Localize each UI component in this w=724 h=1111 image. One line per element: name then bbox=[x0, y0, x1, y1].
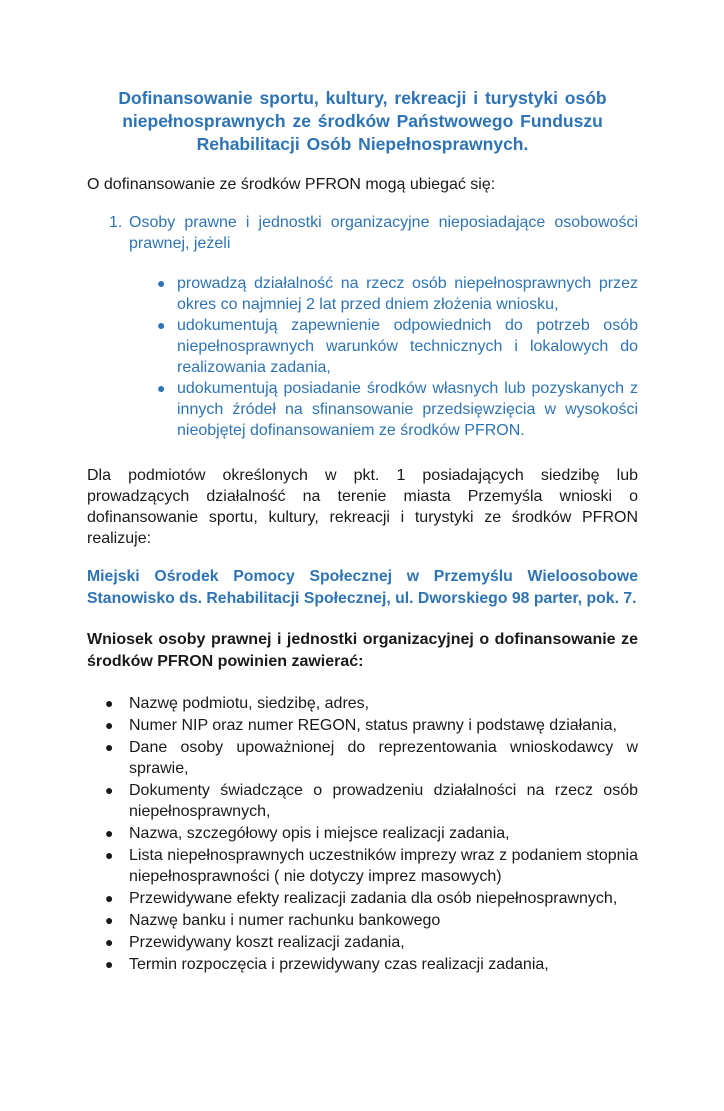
bullet-icon: ● bbox=[157, 317, 166, 333]
bullet-icon: ● bbox=[105, 847, 114, 863]
list-item-text: Przewidywane efekty realizacji zadania dla osób niepełnosprawnych, bbox=[129, 890, 618, 907]
bullet-icon: ● bbox=[105, 956, 114, 972]
list-item-text: Nazwę podmiotu, siedzibę, adres, bbox=[129, 695, 370, 712]
bullet-icon: ● bbox=[157, 380, 166, 396]
list-item bbox=[105, 932, 638, 953]
bullet-icon: ● bbox=[105, 782, 114, 798]
bullet-icon: ● bbox=[105, 695, 114, 711]
office-address: Miejski Ośrodek Pomocy Społecznej w Przemyślu Wieloosobowe Stanowisko ds. Rehabilitacji Społecznej, ul. Dworskiego 98 parter, pok. 7. bbox=[87, 568, 638, 607]
list-item bbox=[157, 378, 638, 441]
list-item bbox=[105, 910, 638, 931]
list-item-text: prowadzą działalność na rzecz osób niepełnosprawnych przez okres co najmniej 2 lat przed dniem złożenia wniosku, bbox=[177, 275, 638, 313]
requirements-heading: Wniosek osoby prawnej i jednostki organizacyjnej o dofinansowanie ze środków PFRON powinien zawierać: bbox=[87, 631, 638, 670]
list-item bbox=[157, 273, 638, 315]
item-number: 1. bbox=[109, 214, 123, 231]
list-item-text: Nazwa, szczegółowy opis i miejsce realizacji zadania, bbox=[129, 825, 510, 842]
conditions-list bbox=[157, 273, 638, 441]
requirements-list bbox=[105, 693, 638, 975]
list-item-text: udokumentują zapewnienie odpowiednich do potrzeb osób niepełnosprawnych warunków technicznych i lokalowych do realizowania zadania, bbox=[177, 317, 638, 376]
list-item bbox=[105, 845, 638, 887]
list-item-text: Termin rozpoczęcia i przewidywany czas realizacji zadania, bbox=[129, 956, 549, 973]
title-line-2: niepełnosprawnych ze środków Państwowego Funduszu bbox=[122, 111, 603, 131]
list-item-text: Nazwę banku i numer rachunku bankowego bbox=[129, 912, 441, 929]
numbered-item-text: Osoby prawne i jednostki organizacyjne nieposiadające osobowości prawnej, jeżeli bbox=[129, 214, 638, 252]
list-item-text: Dokumenty świadczące o prowadzeniu działalności na rzecz osób niepełnosprawnych, bbox=[129, 782, 638, 820]
list-item bbox=[105, 888, 638, 909]
list-item bbox=[105, 737, 638, 779]
bullet-icon: ● bbox=[105, 934, 114, 950]
document-page bbox=[0, 87, 724, 1111]
bullet-icon: ● bbox=[105, 739, 114, 755]
list-item bbox=[105, 823, 638, 844]
title-line-1: Dofinansowanie sportu, kultury, rekreacji i turystyki osób bbox=[118, 88, 607, 108]
document-title bbox=[87, 87, 638, 156]
list-item bbox=[105, 780, 638, 822]
list-item-text: udokumentują posiadanie środków własnych lub pozyskanych z innych źródeł na sfinansowanie przedsięwzięcia w wysokości nieobjętej dofinansowaniem ze środków PFRON. bbox=[177, 380, 638, 439]
list-item bbox=[105, 715, 638, 736]
list-item-text: Przewidywany koszt realizacji zadania, bbox=[129, 934, 405, 951]
bullet-icon: ● bbox=[157, 275, 166, 291]
bullet-icon: ● bbox=[105, 890, 114, 906]
list-item-text: Lista niepełnosprawnych uczestników imprezy wraz z podaniem stopnia niepełnosprawności ( nie dotyczy imprez masowych) bbox=[129, 847, 638, 885]
bullet-icon: ● bbox=[105, 825, 114, 841]
bullet-icon: ● bbox=[105, 912, 114, 928]
bullet-icon: ● bbox=[105, 717, 114, 733]
title-line-3: Rehabilitacji Osób Niepełnosprawnych. bbox=[196, 134, 529, 154]
list-item bbox=[105, 693, 638, 714]
eligibility-paragraph: Dla podmiotów określonych w pkt. 1 posiadających siedzibę lub prowadzących działalność na terenie miasta Przemyśla wnioski o dofinansowanie sportu, kultury, rekreacji i turystyki ze środków PFRON realizuje: bbox=[87, 467, 638, 547]
list-item bbox=[157, 315, 638, 378]
numbered-item bbox=[109, 212, 638, 254]
list-item bbox=[105, 954, 638, 975]
list-item-text: Dane osoby upoważnionej do reprezentowania wnioskodawcy w sprawie, bbox=[129, 739, 638, 777]
list-item-text: Numer NIP oraz numer REGON, status prawny i podstawę działania, bbox=[129, 717, 617, 734]
intro-text: O dofinansowanie ze środków PFRON mogą ubiegać się: bbox=[87, 176, 496, 193]
